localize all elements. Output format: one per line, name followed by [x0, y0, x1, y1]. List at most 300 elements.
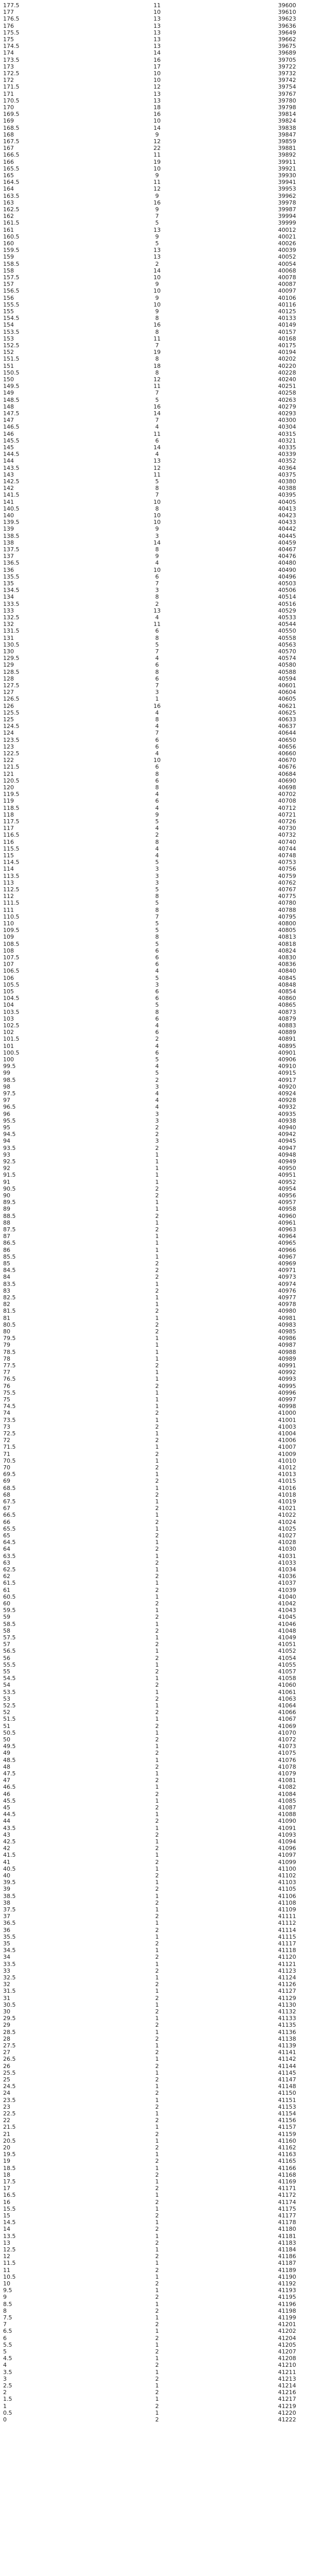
cumulative-cell: 41141	[278, 2049, 296, 2056]
score-cell: 86	[3, 1246, 10, 1253]
count-cell: 11	[153, 151, 161, 159]
score-cell: 48	[3, 1763, 10, 1770]
count-cell: 6	[155, 628, 159, 635]
count-cell: 2	[155, 1423, 159, 1430]
count-cell: 1	[155, 2260, 159, 2267]
score-cell: 85.5	[3, 1253, 16, 1260]
score-cell: 43	[3, 1831, 10, 1838]
count-cell: 1	[155, 1471, 159, 1478]
score-cell: 165	[3, 172, 14, 179]
count-cell: 7	[155, 730, 159, 737]
count-cell: 11	[153, 471, 161, 478]
cumulative-cell: 40950	[278, 1165, 296, 1172]
score-cell: 80	[3, 1328, 10, 1335]
table-row	[0, 2355, 328, 2362]
cumulative-cell: 39636	[278, 22, 296, 29]
score-cell: 42	[3, 1845, 10, 1852]
cumulative-cell: 40997	[278, 1396, 296, 1403]
cumulative-cell: 40388	[278, 485, 296, 492]
cumulative-cell: 41040	[278, 1593, 296, 1600]
score-cell: 9.5	[3, 2287, 12, 2294]
count-cell: 6	[155, 961, 159, 968]
score-cell: 84	[3, 1274, 10, 1281]
cumulative-cell: 40945	[278, 1138, 296, 1145]
table-row	[0, 240, 328, 247]
table-row	[0, 2267, 328, 2274]
cumulative-cell: 40315	[278, 430, 296, 437]
score-cell: 0.5	[3, 2409, 12, 2416]
count-cell: 4	[155, 1063, 159, 1070]
count-cell: 2	[155, 1144, 159, 1151]
cumulative-cell: 41220	[278, 2409, 296, 2416]
table-row	[0, 1587, 328, 1594]
cumulative-cell: 39649	[278, 29, 296, 36]
cumulative-cell: 39847	[278, 131, 296, 138]
count-cell: 1	[155, 1199, 159, 1206]
score-cell: 130.5	[3, 641, 20, 648]
score-cell: 29.5	[3, 2015, 16, 2022]
cumulative-cell: 40813	[278, 934, 296, 941]
table-row	[0, 743, 328, 750]
count-cell: 1	[155, 1369, 159, 1376]
count-cell: 5	[155, 1070, 159, 1077]
table-row	[0, 2301, 328, 2308]
table-row	[0, 1832, 328, 1838]
table-row	[0, 1995, 328, 2002]
count-cell: 12	[153, 185, 161, 193]
count-cell: 1	[155, 1498, 159, 1505]
count-cell: 1	[155, 2042, 159, 2049]
count-cell: 1	[155, 696, 159, 703]
score-cell: 38	[3, 1899, 10, 1906]
cumulative-cell: 39689	[278, 49, 296, 57]
cumulative-cell: 41100	[278, 1865, 296, 1872]
cumulative-cell: 41222	[278, 2416, 296, 2423]
score-cell: 28.5	[3, 2028, 16, 2036]
score-cell: 136.5	[3, 560, 20, 567]
cumulative-cell: 40986	[278, 1335, 296, 1342]
table-row	[0, 2151, 328, 2158]
cumulative-cell: 40459	[278, 539, 296, 546]
cumulative-cell: 40891	[278, 1036, 296, 1043]
count-cell: 8	[155, 906, 159, 913]
cumulative-cell: 40805	[278, 927, 296, 934]
cumulative-cell: 41070	[278, 1729, 296, 1736]
cumulative-cell: 41003	[278, 1423, 296, 1430]
cumulative-cell: 41216	[278, 2389, 296, 2396]
table-row	[0, 907, 328, 913]
table-row	[0, 1485, 328, 1492]
count-cell: 2	[155, 1559, 159, 1566]
score-cell: 31.5	[3, 1988, 16, 1995]
count-cell: 1	[155, 1824, 159, 1832]
count-cell: 2	[155, 1695, 159, 1702]
table-row	[0, 1090, 328, 1097]
count-cell: 4	[155, 825, 159, 832]
count-cell: 4	[155, 1090, 159, 1097]
cumulative-cell: 41207	[278, 2348, 296, 2355]
table-row	[0, 1138, 328, 1144]
score-cell: 131.5	[3, 628, 20, 635]
count-cell: 3	[155, 1110, 159, 1117]
count-cell: 5	[155, 818, 159, 825]
cumulative-cell: 40726	[278, 818, 296, 825]
count-cell: 2	[155, 1437, 159, 1444]
cumulative-cell: 40730	[278, 825, 296, 832]
count-cell: 1	[155, 1688, 159, 1696]
count-cell: 1	[155, 1838, 159, 1845]
table-row	[0, 580, 328, 587]
score-cell: 136	[3, 566, 14, 573]
table-row	[0, 1498, 328, 1505]
count-cell: 1	[155, 1879, 159, 1886]
count-cell: 1	[155, 2096, 159, 2104]
cumulative-cell: 40830	[278, 954, 296, 961]
cumulative-cell: 40840	[278, 968, 296, 975]
table-row	[0, 369, 328, 376]
score-cell: 20	[3, 2144, 10, 2151]
score-cell: 19.5	[3, 2151, 16, 2158]
count-cell: 5	[155, 927, 159, 934]
table-row	[0, 1655, 328, 1662]
score-cell: 175.5	[3, 29, 20, 36]
count-cell: 2	[155, 1212, 159, 1219]
cumulative-cell: 41153	[278, 2103, 296, 2110]
score-cell: 83.5	[3, 1280, 16, 1287]
table-row	[0, 1818, 328, 1824]
table-row	[0, 764, 328, 770]
count-cell: 1	[155, 1430, 159, 1437]
cumulative-cell: 40684	[278, 770, 296, 777]
count-cell: 3	[155, 1138, 159, 1145]
score-cell: 113.5	[3, 872, 20, 879]
count-cell: 10	[153, 512, 161, 519]
table-row	[0, 2015, 328, 2022]
count-cell: 5	[155, 886, 159, 893]
cumulative-cell: 41060	[278, 1682, 296, 1689]
count-cell: 1	[155, 2205, 159, 2212]
score-cell: 60.5	[3, 1593, 16, 1600]
cumulative-cell: 41033	[278, 1559, 296, 1566]
score-cell: 109	[3, 934, 14, 941]
score-cell: 152.5	[3, 342, 20, 349]
table-row	[0, 1151, 328, 1158]
count-cell: 2	[155, 2280, 159, 2287]
count-cell: 1	[155, 2110, 159, 2117]
table-row	[0, 533, 328, 539]
count-cell: 9	[155, 553, 159, 560]
score-cell: 70	[3, 1464, 10, 1471]
count-cell: 4	[155, 451, 159, 458]
count-cell: 6	[155, 764, 159, 771]
table-row	[0, 2206, 328, 2212]
score-cell: 99.5	[3, 1063, 16, 1070]
count-cell: 1	[155, 1947, 159, 1954]
score-cell: 45.5	[3, 1797, 16, 1804]
score-cell: 151	[3, 362, 14, 369]
cumulative-cell: 40983	[278, 1321, 296, 1328]
score-cell: 76.5	[3, 1376, 16, 1383]
table-row	[0, 1770, 328, 1777]
table-row	[0, 1355, 328, 1362]
table-row	[0, 185, 328, 192]
count-cell: 4	[155, 750, 159, 757]
cumulative-cell: 41066	[278, 1709, 296, 1716]
count-cell: 13	[153, 36, 161, 43]
count-cell: 2	[155, 2307, 159, 2314]
score-cell: 132.5	[3, 614, 20, 621]
table-row	[0, 2, 328, 9]
table-row	[0, 927, 328, 934]
cumulative-cell: 41057	[278, 1668, 296, 1675]
count-cell: 1	[155, 2137, 159, 2144]
count-cell: 2	[155, 1886, 159, 1893]
score-cell: 65.5	[3, 1525, 16, 1532]
table-row	[0, 628, 328, 634]
cumulative-cell: 41177	[278, 2212, 296, 2219]
count-cell: 1	[155, 1233, 159, 1240]
cumulative-cell: 41205	[278, 2341, 296, 2348]
score-cell: 123.5	[3, 736, 20, 743]
table-row	[0, 206, 328, 213]
score-cell: 137.5	[3, 546, 20, 553]
count-cell: 1	[155, 2246, 159, 2253]
table-row	[0, 43, 328, 49]
count-cell: 2	[155, 1124, 159, 1131]
score-cell: 55.5	[3, 1661, 16, 1668]
score-cell: 8.5	[3, 2300, 12, 2308]
cumulative-cell: 40981	[278, 1314, 296, 1321]
count-cell: 7	[155, 580, 159, 587]
count-cell: 1	[155, 2219, 159, 2226]
count-cell: 4	[155, 1022, 159, 1029]
table-row	[0, 2158, 328, 2164]
cumulative-cell: 41145	[278, 2069, 296, 2076]
score-cell: 67	[3, 1505, 10, 1512]
count-cell: 5	[155, 240, 159, 247]
score-cell: 125.5	[3, 709, 20, 716]
score-cell: 156	[3, 294, 14, 301]
score-cell: 18.5	[3, 2164, 16, 2172]
score-cell: 138	[3, 539, 14, 546]
score-cell: 3.5	[3, 2368, 12, 2376]
count-cell: 19	[153, 158, 161, 165]
table-row	[0, 1437, 328, 1444]
count-cell: 2	[155, 2348, 159, 2355]
count-cell: 2	[155, 1627, 159, 1634]
cumulative-cell: 39881	[278, 145, 296, 152]
count-cell: 1	[155, 1702, 159, 1709]
cumulative-cell: 40992	[278, 1369, 296, 1376]
cumulative-cell: 41049	[278, 1634, 296, 1641]
cumulative-cell: 39754	[278, 83, 296, 91]
table-row	[0, 1158, 328, 1165]
table-row	[0, 2389, 328, 2396]
cumulative-cell: 41103	[278, 1879, 296, 1886]
cumulative-cell: 41190	[278, 2273, 296, 2280]
count-cell: 10	[153, 77, 161, 84]
score-cell: 63	[3, 1559, 10, 1566]
table-row	[0, 376, 328, 383]
table-row	[0, 1226, 328, 1233]
cumulative-cell: 41015	[278, 1478, 296, 1485]
score-cell: 76	[3, 1382, 10, 1389]
count-cell: 7	[155, 648, 159, 655]
count-cell: 7	[155, 913, 159, 920]
count-cell: 8	[155, 505, 159, 512]
table-row	[0, 2246, 328, 2253]
count-cell: 8	[155, 315, 159, 322]
table-row	[0, 2233, 328, 2240]
table-row	[0, 947, 328, 954]
table-row	[0, 2287, 328, 2294]
cumulative-cell: 41135	[278, 2022, 296, 2029]
score-cell: 133	[3, 607, 14, 614]
cumulative-cell: 39941	[278, 179, 296, 186]
table-row	[0, 1866, 328, 1872]
table-row	[0, 2049, 328, 2056]
cumulative-cell: 40952	[278, 1178, 296, 1185]
count-cell: 1	[155, 1648, 159, 1655]
table-row	[0, 1206, 328, 1212]
count-cell: 2	[155, 1321, 159, 1328]
cumulative-cell: 41162	[278, 2144, 296, 2151]
table-row	[0, 1927, 328, 1934]
score-cell: 60	[3, 1600, 10, 1607]
table-row	[0, 1185, 328, 1192]
count-cell: 2	[155, 1185, 159, 1192]
table-row	[0, 1505, 328, 1512]
cumulative-cell: 40712	[278, 804, 296, 811]
count-cell: 18	[153, 362, 161, 369]
score-cell: 33	[3, 1967, 10, 1974]
cumulative-cell: 41181	[278, 2232, 296, 2240]
count-cell: 1	[155, 1512, 159, 1519]
count-cell: 2	[155, 2090, 159, 2097]
table-row	[0, 478, 328, 485]
cumulative-cell: 41139	[278, 2042, 296, 2049]
table-row	[0, 1668, 328, 1675]
count-cell: 1	[155, 2355, 159, 2362]
cumulative-cell: 41129	[278, 1994, 296, 2002]
count-cell: 4	[155, 709, 159, 716]
cumulative-cell: 40788	[278, 906, 296, 913]
cumulative-cell: 41001	[278, 1416, 296, 1423]
score-cell: 47	[3, 1777, 10, 1784]
cumulative-cell: 41124	[278, 1974, 296, 1981]
table-row	[0, 2002, 328, 2008]
score-cell: 66.5	[3, 1512, 16, 1519]
count-cell: 6	[155, 437, 159, 444]
count-cell: 16	[153, 403, 161, 410]
table-row	[0, 512, 328, 519]
cumulative-cell: 39767	[278, 90, 296, 97]
table-row	[0, 1464, 328, 1471]
count-cell: 1	[155, 1770, 159, 1777]
cumulative-cell: 40621	[278, 702, 296, 709]
count-cell: 6	[155, 777, 159, 784]
table-row	[0, 2192, 328, 2198]
score-cell: 100.5	[3, 1049, 20, 1056]
score-cell: 13	[3, 2239, 10, 2246]
table-row	[0, 1274, 328, 1280]
table-row	[0, 2185, 328, 2192]
count-cell: 2	[155, 2144, 159, 2151]
count-cell: 2	[155, 1274, 159, 1281]
table-row	[0, 1981, 328, 1988]
count-cell: 2	[155, 2198, 159, 2206]
table-row	[0, 417, 328, 423]
count-cell: 2	[155, 2117, 159, 2124]
count-cell: 6	[155, 954, 159, 961]
score-cell: 146.5	[3, 423, 20, 431]
cumulative-cell: 41067	[278, 1716, 296, 1723]
cumulative-cell: 40413	[278, 505, 296, 512]
table-row	[0, 811, 328, 818]
count-cell: 5	[155, 900, 159, 907]
table-row	[0, 281, 328, 287]
score-cell: 52.5	[3, 1702, 16, 1709]
table-row	[0, 2076, 328, 2083]
cumulative-cell: 41013	[278, 1471, 296, 1478]
table-row	[0, 1838, 328, 1845]
cumulative-cell: 41114	[278, 1926, 296, 1934]
table-row	[0, 1219, 328, 1226]
score-cell: 120.5	[3, 777, 20, 784]
score-cell: 143	[3, 471, 14, 478]
cumulative-cell: 41034	[278, 1566, 296, 1573]
count-cell: 10	[153, 70, 161, 77]
score-cell: 153	[3, 335, 14, 342]
count-cell: 9	[155, 526, 159, 533]
cumulative-cell: 41127	[278, 1988, 296, 1995]
count-cell: 4	[155, 560, 159, 567]
score-cell: 12.5	[3, 2246, 16, 2253]
table-row	[0, 1621, 328, 1628]
table-row	[0, 1723, 328, 1730]
score-cell: 14.5	[3, 2219, 16, 2226]
cumulative-cell: 40951	[278, 1172, 296, 1179]
count-cell: 6	[155, 988, 159, 995]
cumulative-cell: 41213	[278, 2375, 296, 2382]
count-cell: 1	[155, 1280, 159, 1287]
table-row	[0, 179, 328, 185]
cumulative-cell: 40732	[278, 832, 296, 839]
cumulative-cell: 40915	[278, 1070, 296, 1077]
table-row	[0, 91, 328, 97]
table-row	[0, 818, 328, 825]
count-cell: 10	[153, 519, 161, 526]
table-row	[0, 567, 328, 573]
table-row	[0, 145, 328, 151]
count-cell: 3	[155, 879, 159, 886]
score-cell: 175	[3, 36, 14, 43]
table-row	[0, 253, 328, 260]
table-row	[0, 465, 328, 471]
table-row	[0, 2403, 328, 2410]
count-cell: 3	[155, 689, 159, 696]
score-cell: 137	[3, 553, 14, 560]
count-cell: 10	[153, 287, 161, 295]
score-cell: 71	[3, 1450, 10, 1458]
score-cell: 5.5	[3, 2341, 12, 2348]
score-cell: 79.5	[3, 1335, 16, 1342]
score-cell: 161.5	[3, 219, 20, 227]
cumulative-cell: 40964	[278, 1233, 296, 1240]
table-row	[0, 703, 328, 709]
count-cell: 11	[153, 383, 161, 390]
count-cell: 1	[155, 1396, 159, 1403]
